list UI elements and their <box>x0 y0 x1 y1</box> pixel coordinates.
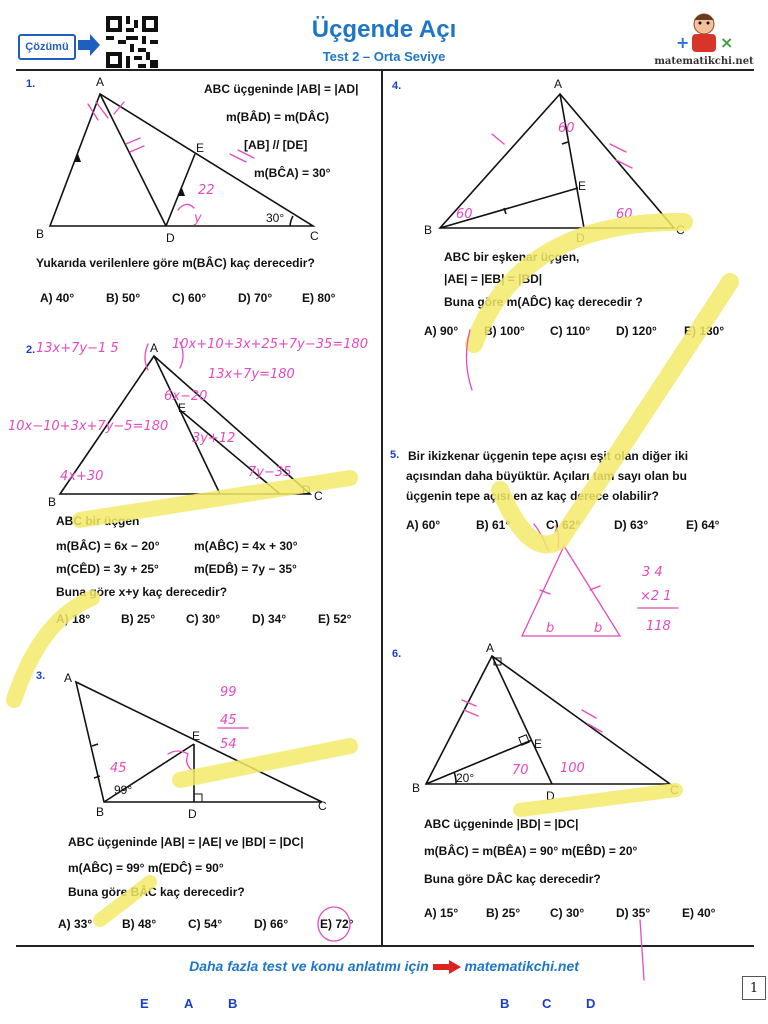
svg-text:×: × <box>720 33 734 52</box>
q3-option-c[interactable]: C) 54° <box>188 917 223 931</box>
q1-point-e: E <box>196 141 205 155</box>
q6-hand-70: 70 <box>512 763 529 778</box>
q6-point-a: A <box>486 641 495 655</box>
q5-number: 5. <box>390 449 400 461</box>
q6-option-d[interactable]: D) 35° <box>616 906 651 920</box>
q1-point-b: B <box>36 227 45 241</box>
q4-point-c: C <box>676 223 685 237</box>
q3-angle-label: 99° <box>114 783 133 797</box>
q6-option-c[interactable]: C) 30° <box>550 906 585 920</box>
q1-option-e[interactable]: E) 80° <box>302 291 336 305</box>
footer-link[interactable]: matematikchi.net <box>464 958 579 974</box>
q1-given-3: [AB] // [DE] <box>244 138 308 152</box>
q3-question: Buna göre BÂC kaç derecedir? <box>68 885 245 899</box>
q3-point-d: D <box>188 807 197 821</box>
q1-given-1: ABC üçgeninde |AB| = |AD| <box>204 82 359 96</box>
q2-given-4: m(CÊD) = 3y + 25° <box>56 562 159 576</box>
q4-point-d: D <box>576 231 585 245</box>
q3-hand-99: 99 <box>220 685 237 700</box>
q5-option-d[interactable]: D) 63° <box>614 518 649 532</box>
logo-text[interactable]: matematikchi.net <box>654 56 754 67</box>
q1-hand-22: 22 <box>198 183 215 198</box>
q3-option-e[interactable]: E) 72° <box>320 917 354 931</box>
q1-option-c[interactable]: C) 60° <box>172 291 207 305</box>
q2-question: Buna göre x+y kaç derecedir? <box>56 585 228 599</box>
q4-option-c[interactable]: C) 110° <box>550 324 591 338</box>
q6-question: Buna göre DÂC kaç derecedir? <box>424 872 601 886</box>
q5-text-3: üçgenin tepe açısı en az kaç derece olabilir? <box>406 489 659 503</box>
q2-option-d[interactable]: D) 34° <box>252 612 287 626</box>
q2-option-b[interactable]: B) 25° <box>121 612 156 626</box>
q5-hand-b1: b <box>546 621 555 636</box>
q2-point-d: D <box>302 483 311 497</box>
q3-given-1: ABC üçgeninde |AB| = |AE| ve |BD| = |DC| <box>68 835 304 849</box>
q6-point-c: C <box>670 783 679 797</box>
q2-given-3: m(AB̂C) = 4x + 30° <box>194 539 298 553</box>
q6-hand-100: 100 <box>560 761 585 776</box>
q2-hand-5: 6x−20 <box>164 389 208 404</box>
q3-hand-45: 45 <box>220 713 237 728</box>
q5-text-1: Bir ikizkenar üçgenin tepe açısı eşit olan diğer iki <box>408 449 689 463</box>
q4-point-a: A <box>554 77 563 91</box>
q3-option-a[interactable]: A) 33° <box>58 917 93 931</box>
answer-key-3: B <box>228 996 238 1011</box>
q3-point-e: E <box>192 729 201 743</box>
q4-point-e: E <box>578 179 587 193</box>
q3-hand-54: 54 <box>220 737 237 752</box>
q2-point-e: E <box>178 401 187 415</box>
q5-option-c[interactable]: C) 62° <box>546 518 581 532</box>
q2-hand-6: 3y+12 <box>192 431 236 446</box>
q6-angle-label: 20° <box>456 771 475 785</box>
q4-option-b[interactable]: B) 100° <box>484 324 525 338</box>
answer-key-2: A <box>184 996 194 1011</box>
q2-hand-2: 10x+10+3x+25+7y−35=180 <box>172 337 368 352</box>
q4-option-e[interactable]: E) 130° <box>684 324 725 338</box>
q2-hand-3: 13x+7y=180 <box>208 367 295 382</box>
q2-hand-8: 7y−35 <box>248 465 292 480</box>
footer-text: Daha fazla test ve konu anlatımı için <box>189 958 429 974</box>
q4-question: Buna göre m(AD̂C) kaç derecedir ? <box>444 295 643 309</box>
q1-angle-label: 30° <box>266 211 285 225</box>
q6-given-1: ABC üçgeninde |BD| = |DC| <box>424 817 579 831</box>
q2-point-b: B <box>48 495 57 509</box>
q5-hand-118: 118 <box>646 619 671 634</box>
q1-question: Yukarıda verilenlere göre m(BÂC) kaç derecedir? <box>36 256 315 270</box>
q3-option-d[interactable]: D) 66° <box>254 917 289 931</box>
q3-given-2: m(AB̂C) = 99° m(EDĈ) = 90° <box>68 861 224 875</box>
q1-given-2: m(BÂD) = m(DÂC) <box>226 110 329 124</box>
arrow-right-icon <box>433 960 461 974</box>
q2-given-1: ABC bir üçgen <box>56 514 140 528</box>
q3-point-a: A <box>64 671 73 685</box>
q1-option-a[interactable]: A) 40° <box>40 291 75 305</box>
page-title: Üçgende Açı <box>311 16 457 43</box>
q3-hand-45b: 45 <box>110 761 127 776</box>
q1-option-d[interactable]: D) 70° <box>238 291 273 305</box>
answer-key-5: C <box>542 996 552 1011</box>
answer-key-1: E <box>140 996 149 1011</box>
q5-hand-b2: b <box>594 621 603 636</box>
q1-point-a: A <box>96 75 105 89</box>
q2-point-c: C <box>314 489 323 503</box>
svg-text:+: + <box>676 33 690 52</box>
q5-text-2: açısından daha büyüktür. Açıları tam sayı olan bu <box>406 469 687 483</box>
q4-point-b: B <box>424 223 433 237</box>
q2-option-c[interactable]: C) 30° <box>186 612 221 626</box>
q1-point-c: C <box>310 229 319 243</box>
q4-given-1: ABC bir eşkenar üçgen, <box>444 250 580 264</box>
solution-button[interactable]: Çözümü <box>18 34 76 60</box>
q6-given-2: m(BÂC) = m(BÊA) = 90° m(EB̂D) = 20° <box>424 844 638 858</box>
answer-key-4: B <box>500 996 510 1011</box>
q2-option-e[interactable]: E) 52° <box>318 612 352 626</box>
q2-point-a: A <box>150 341 159 355</box>
q1-given-4: m(BĈA) = 30° <box>254 166 331 180</box>
q2-option-a[interactable]: A) 18° <box>56 612 91 626</box>
q2-number: 2. <box>26 344 36 356</box>
q5-option-a[interactable]: A) 60° <box>406 518 441 532</box>
q6-point-b: B <box>412 781 421 795</box>
q3-option-b[interactable]: B) 48° <box>122 917 157 931</box>
q5-option-e[interactable]: E) 64° <box>686 518 720 532</box>
footer-banner[interactable] <box>0 958 768 974</box>
q2-given-5: m(EDB̂) = 7y − 35° <box>194 562 297 576</box>
q1-number: 1. <box>26 78 36 90</box>
q3-number: 3. <box>36 670 46 682</box>
q2-given-2: m(BÂC) = 6x − 20° <box>56 539 160 553</box>
q6-option-e[interactable]: E) 40° <box>682 906 716 920</box>
q6-point-e: E <box>534 737 543 751</box>
q5-hand-x21: ×2 1 <box>640 589 672 604</box>
q3-point-c: C <box>318 799 327 813</box>
page-number: 1 <box>742 976 766 1000</box>
page-subtitle: Test 2 – Orta Seviye <box>322 49 446 64</box>
q6-point-d: D <box>546 789 555 803</box>
q4-option-d[interactable]: D) 120° <box>616 324 657 338</box>
q2-hand-4: 10x−10+3x+7y−5=180 <box>8 419 169 434</box>
q4-hand-60c: 60 <box>616 207 633 222</box>
q2-hand-7: 4x+30 <box>60 469 104 484</box>
q6-number: 6. <box>392 648 402 660</box>
q4-option-a[interactable]: A) 90° <box>424 324 459 338</box>
q2-hand-1: 13x+7y−1 5 <box>36 341 119 356</box>
q6-option-a[interactable]: A) 15° <box>424 906 459 920</box>
q1-point-d: D <box>166 231 175 245</box>
q1-hand-y: y <box>194 211 202 226</box>
q1-option-b[interactable]: B) 50° <box>106 291 141 305</box>
q5-hand-34: 3 4 <box>642 565 663 580</box>
q3-point-b: B <box>96 805 105 819</box>
q4-hand-60b: 60 <box>456 207 473 222</box>
q4-number: 4. <box>392 80 402 92</box>
q5-option-b[interactable]: B) 61° <box>476 518 511 532</box>
q4-hand-60a: 60 <box>558 121 575 136</box>
q6-option-b[interactable]: B) 25° <box>486 906 521 920</box>
answer-key-6: D <box>586 996 596 1011</box>
q4-given-2: |AE| = |EB| = |BD| <box>444 272 543 286</box>
